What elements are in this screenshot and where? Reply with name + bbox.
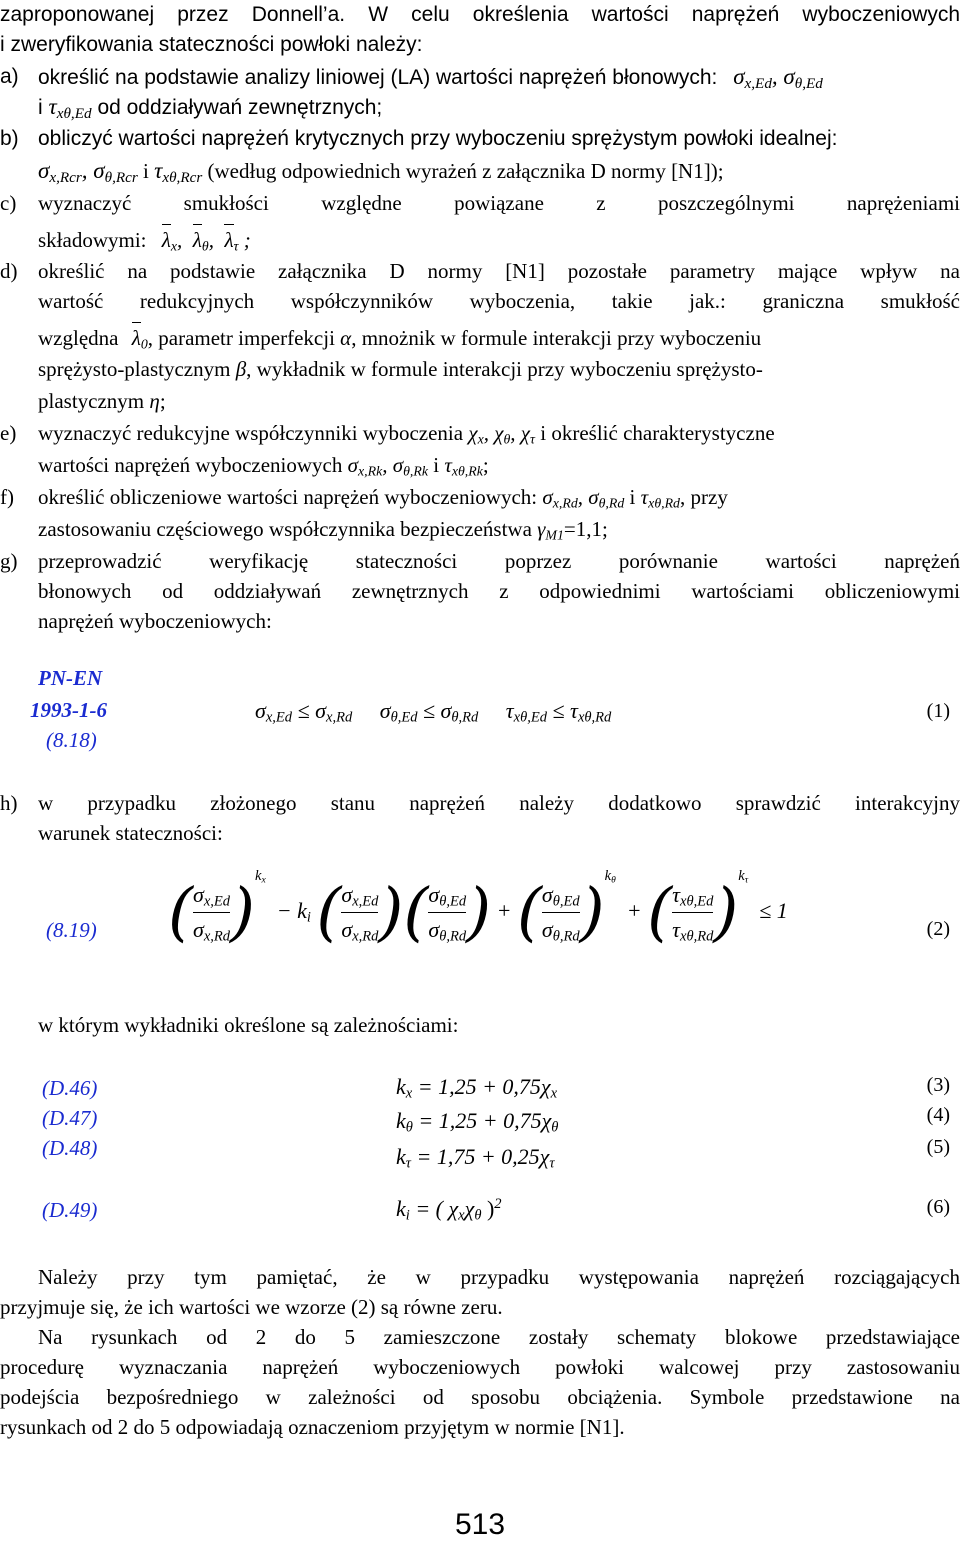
page-number: 513 — [454, 1508, 506, 1541]
ref-d47: (D.47) — [42, 1106, 98, 1130]
paragraph-line: przyjmuje się, że ich wartości we wzorze (2) są równe zeru. — [0, 1295, 503, 1319]
text-line: i $\tau_{x\theta,Ed}$ od oddziaływań zewnętrznych; — [38, 94, 383, 122]
ref-8-18: (8.18) — [46, 728, 97, 752]
equation-number: (4) — [926, 1104, 950, 1126]
text-line: składowymi: $\lambda_x$, $\lambda_\theta$, $\lambda_\tau$ ; — [0, 224, 960, 253]
equation-number: (1) — [926, 700, 950, 722]
equation-6: $k_i$ = ( $\chi_x\chi_\theta$ )$^2$ — [396, 1196, 502, 1224]
ref-d49: (D.49) — [42, 1198, 98, 1222]
list-item-f: f) określić obliczeniowe wartości naprężeń wyboczeniowych: $\sigma_{x,Rd}$, $\sigma_{\theta,Rd}$ i $\tau_{x\theta,Rd}$, przy — [0, 485, 728, 511]
text-line: sprężysto-plastycznym β, wykładnik w formule interakcji przy wyboczeniu sprężysto- — [38, 357, 763, 381]
equation-3: $k_x = 1,25 + 0,75\chi_x$ — [396, 1074, 558, 1102]
text-line: zaproponowanej przez Donnell’a. W celu określenia wartości naprężeń wyboczeniowych — [0, 3, 960, 26]
ref-d48: (D.48) — [42, 1136, 98, 1160]
list-item-h: h) w przypadku złożonego stanu naprężeń należy dodatkowo sprawdzić interakcyjny — [0, 791, 960, 815]
text-line: i zweryfikowania stateczności powłoki należy: — [0, 33, 423, 56]
text-line: błonowych od oddziaływań zewnętrznych z odpowiednimi wartościami obliczeniowymi — [38, 579, 960, 603]
equation-1: $\sigma_{x,Ed} \le \sigma_{x,Rd}$ $\sigma_{\theta,Ed} \le \sigma_{\theta,Rd}$ $\tau_{x\theta,Ed} \le \tau_{x\theta,Rd}$ — [255, 698, 612, 726]
equation-number: (2) — [926, 918, 950, 940]
symbol-sigma-x-ed: $\sigma_{x,Ed}$, $\sigma_{\theta,Ed}$ — [733, 64, 823, 92]
list-item-c: c) wyznaczyć smukłości względne powiązane z poszczególnymi naprężeniami — [0, 191, 960, 215]
list-item-g: g) przeprowadzić weryfikację stateczności poprzez porównanie wartości naprężeń — [0, 549, 960, 573]
equation-number: (3) — [926, 1074, 950, 1096]
text-line: zastosowaniu częściowego współczynnika bezpieczeństwa $\gamma_{M1}=1,1$; — [38, 517, 608, 543]
ref-d46: (D.46) — [42, 1076, 98, 1100]
equation-number: (5) — [926, 1136, 950, 1158]
paragraph-line: procedurę wyznaczania naprężeń wyboczeniowych powłoki walcowej przy zastosowaniu — [0, 1355, 960, 1379]
paragraph-line: Należy przy tym pamiętać, że w przypadku występowania naprężeń rozciągających — [38, 1265, 960, 1289]
equation-5: $k_\tau = 1,75 + 0,25\chi_\tau$ — [396, 1144, 555, 1172]
text-line: wartość redukcyjnych współczynników wyboczenia, takie jak.: graniczna smukłość — [38, 289, 960, 313]
ref-8-19: (8.19) — [46, 918, 97, 942]
paragraph-line: rysunkach od 2 do 5 odpowiadają oznaczeniom przyjętym w normie [N1]. — [0, 1415, 625, 1439]
paragraph-line: podejścia bezpośredniego w zależności od sposobu obciążenia. Symbole przedstawione na — [0, 1385, 960, 1409]
text-line: $\sigma_{x,Rcr}$, $\sigma_{\theta,Rcr}$ i $\tau_{x\theta,Rcr}$ (według odpowiednich wyrażeń z załącznika D normy [N1]); — [38, 158, 724, 186]
list-label: a) — [0, 65, 19, 88]
ref-pn-en: PN-EN — [38, 666, 103, 690]
list-item-b: b) obliczyć wartości naprężeń krytycznych przy wyboczeniu sprężystym powłoki idealnej: — [0, 127, 838, 150]
text-line: względna $\lambda_0$, parametr imperfekcji α, mnożnik w formule interakcji przy wyboczeniu — [0, 322, 960, 351]
text-line: w którym wykładniki określone są zależnościami: — [38, 1013, 459, 1037]
equation-4: $k_\theta = 1,25 + 0,75\chi_\theta$ — [396, 1108, 559, 1136]
text-line: wartości naprężeń wyboczeniowych $\sigma_{x,Rk}$, $\sigma_{\theta,Rk}$ i $\tau_{x\theta,Rk}$; — [38, 453, 489, 479]
list-item-d: d) określić na podstawie załącznika D normy [N1] pozostałe parametry mające wpływ na — [0, 259, 960, 283]
text-line: określić na podstawie analizy liniowej (LA) wartości naprężeń błonowych: — [38, 66, 718, 89]
equation-2: ( $\frac{\sigma_{x,Ed}}{\sigma_{x,Rd}}$ )$^{k_x} - k_i$ ( $\frac{\sigma_{x,Ed}}{\sigma_{x,Rd}}$ )( $\frac{\sigma_{\theta,Ed}}{\sigma_{\theta,Rd}}$ ) + ( $\frac{\sigma_{\theta,Ed}}{\sigma_{\theta,Rd}}$ )$^{k_\theta}$ + ( $\frac{\tau_{x\theta,Ed}}{\tau_{x\theta,Rd}}$ )$^{k_\tau}$ ≤ 1 — [168, 868, 788, 950]
list-item-a — [0, 64, 960, 91]
text-line: naprężeń wyboczeniowych: — [38, 609, 272, 633]
text-line: plastycznym η; — [38, 389, 166, 413]
list-item-e: e) wyznaczyć redukcyjne współczynniki wyboczenia $\chi_x$, $\chi_\theta$, $\chi_\tau$ i określić charakterystyczne — [0, 421, 775, 447]
paragraph-line: Na rysunkach od 2 do 5 zamieszczone zostały schematy blokowe przedstawiające — [38, 1325, 960, 1349]
ref-1993: 1993-1-6 — [30, 698, 107, 722]
text-line: warunek stateczności: — [38, 821, 223, 845]
equation-number: (6) — [926, 1196, 950, 1218]
